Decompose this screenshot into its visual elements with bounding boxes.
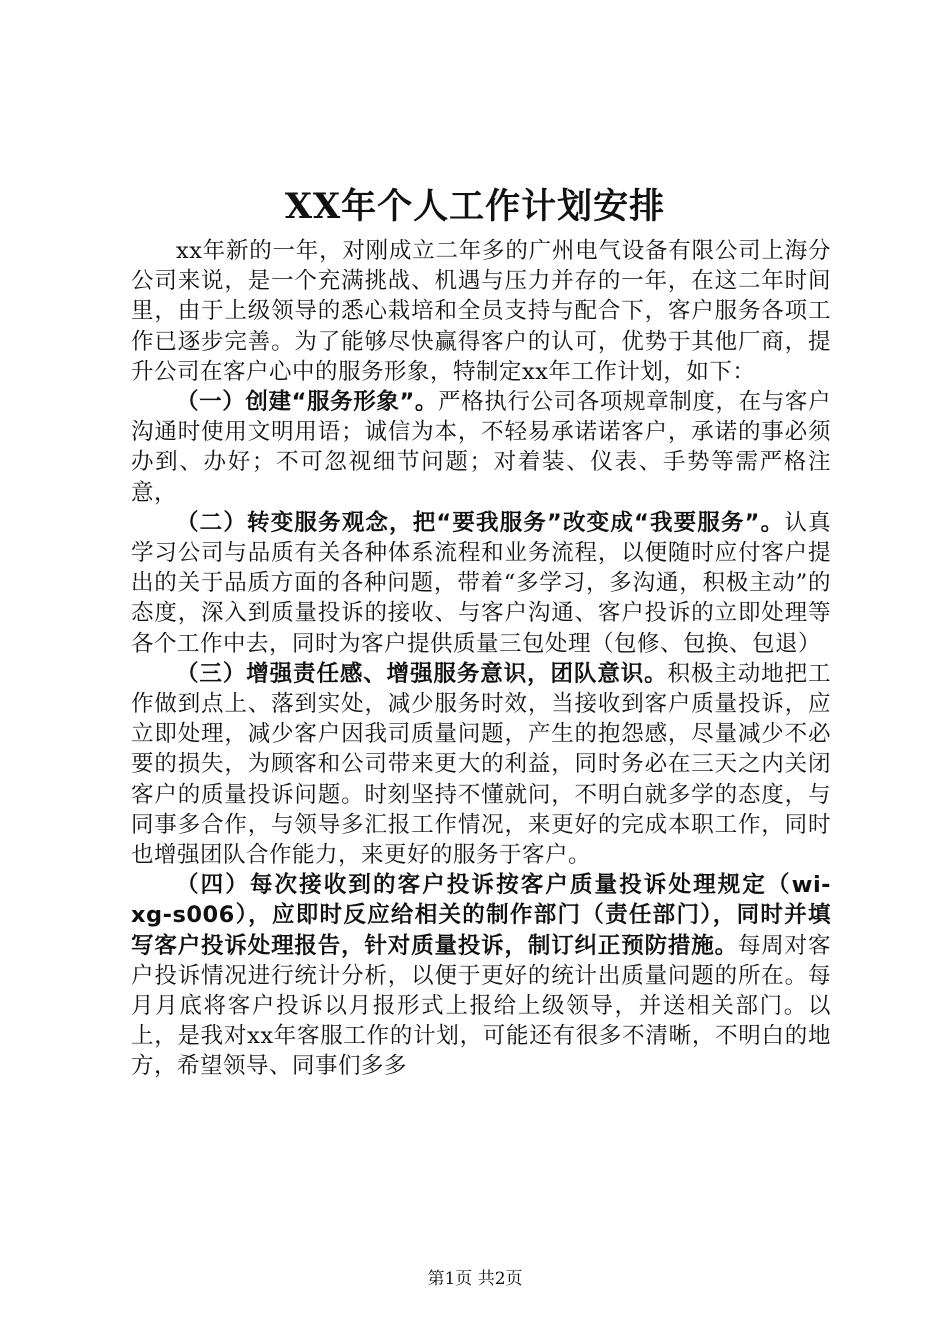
- document-body: [131, 236, 831, 1082]
- section-heading: （三）增强责任感、增强服务意识，团队意识。: [176, 660, 668, 687]
- section-heading: （一）创建“服务形象”。: [176, 389, 439, 416]
- paragraph-text: 认真学习公司与品质有关各种体系流程和业务流程，以便随时应付客户提出的关于品质方面的各种问题，带着“多学习，多沟通，积极主动”的态度，深入到质量投诉的接收、与客户沟通、客户投诉的立即处理等各个工作中去，同时为客户提供质量三包处理（包修、包换、包退）: [131, 509, 831, 657]
- page-title: XX年个人工作计划安排: [284, 186, 666, 227]
- paragraph-text: 积极主动地把工作做到点上、落到实处，减少服务时效，当接收到客户质量投诉，应立即处理，减少客户因我司质量问题，产生的抱怨感，尽量减少不必要的损失，为顾客和公司带来更大的利益，同时务必在三天之内关闭客户的质量投诉问题。时刻坚持不懂就问，不明白就多学的态度，与同事多合作，与领导多汇报工作情况，来更好的完成本职工作，同时也增强团队合作能力，来更好的服务于客户。: [131, 660, 831, 869]
- paragraph-text: 严格执行公司各项规章制度，在与客户沟通时使用文明用语；诚信为本，不轻易承诺诺客户，承诺的事必须办到、办好；不可忽视细节问题；对着装、仪表、手势等需严格注意，: [131, 389, 831, 506]
- section-heading: （四）每次接收到的客户投诉按客户质量投诉处理规定（wi-xg-s006），应即时反应给相关的制作部门（责任部门），同时并填写客户投诉处理报告，针对质量投诉，制订纠正预防措施。: [131, 872, 831, 959]
- paragraph-intro: [131, 236, 831, 387]
- paragraph-text: xx年新的一年，对刚成立二年多的广州电气设备有限公司上海分公司来说，是一个充满挑战、机遇与压力并存的一年，在这二年时间里，由于上级领导的悉心栽培和全员支持与配合下，客户服务各项工作已逐步完善。为了能够尽快赢得客户的认可，优势于其他厂商，提升公司在客户心中的服务形象，特制定xx年工作计划，如下：: [131, 238, 831, 385]
- section-heading: （二）转变服务观念，把“要我服务”改变成“我要服务”。: [176, 509, 785, 536]
- paragraph-section-1: [131, 387, 831, 508]
- paragraph-text: 每周对客户投诉情况进行统计分析，以便于更好的统计出质量问题的所在。每月月底将客户投诉以月报形式上报给上级领导，并送相关部门。以上，是我对xx年客服工作的计划，可能还有很多不清晰，不明白的地方，希望领导、同事们多多: [131, 932, 831, 1080]
- page-number: 第1页 共2页: [427, 1269, 523, 1289]
- paragraph-section-4: [131, 870, 831, 1081]
- paragraph-section-2: [131, 508, 831, 659]
- paragraph-section-3: [131, 659, 831, 870]
